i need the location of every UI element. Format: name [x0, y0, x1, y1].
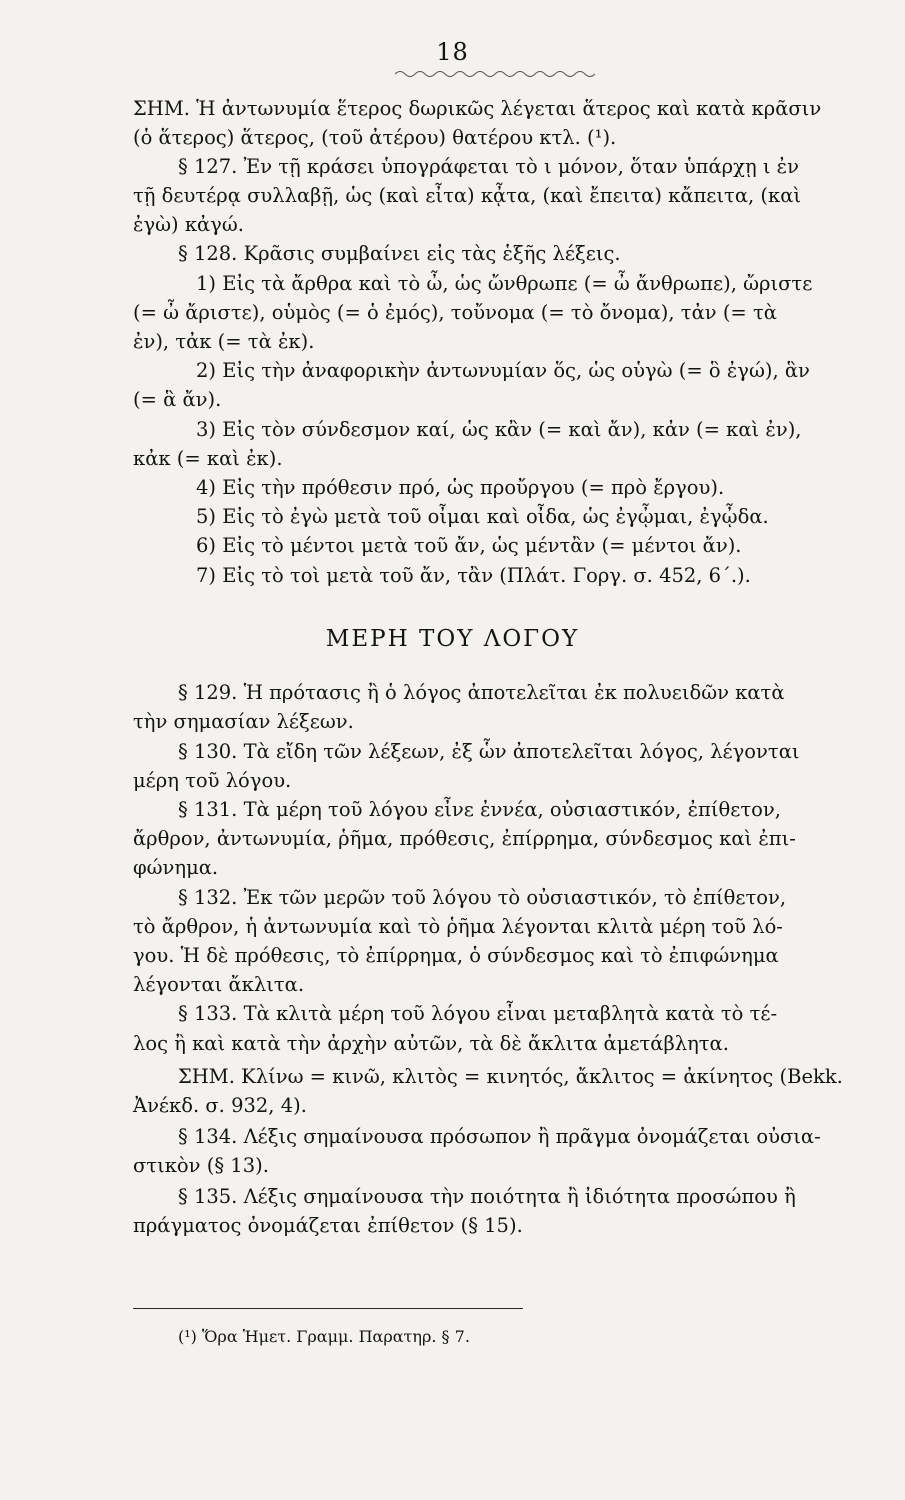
text-line: (= ἃ ἄν).	[133, 388, 222, 411]
text-line: τὸ ἄρθρον, ἡ ἀντωνυμία καὶ τὸ ῥῆμα λέγονται κλιτὰ μέρη τοῦ λό-	[133, 915, 783, 938]
text-line: § 132. Ἐκ τῶν μερῶν τοῦ λόγου τὸ οὐσιαστικόν, τὸ ἐπίθετον,	[178, 886, 787, 909]
text-line: 2) Εἰς τὴν ἀναφορικὴν ἀντωνυμίαν ὅς, ὡς οὑγὼ (= ὃ ἐγώ), ἃν	[196, 359, 810, 382]
page-number: 18	[436, 38, 469, 66]
text-line: ΣΗΜ. Κλίνω = κινῶ, κλιτὸς = κινητός, ἄκλιτος = ἀκίνητος (Bekk.	[178, 1065, 843, 1088]
footnote-rule	[133, 1308, 523, 1309]
text-line: λέγονται ἄκλιτα.	[133, 973, 305, 996]
text-line: στικὸν (§ 13).	[133, 1154, 269, 1177]
ornament-rule	[395, 68, 595, 78]
text-line: § 127. Ἐν τῇ κράσει ὑπογράφεται τὸ ι μόνον, ὅταν ὑπάρχῃ ι ἐν	[178, 155, 799, 178]
text-line: 6) Εἰς τὸ μέντοι μετὰ τοῦ ἄν, ὡς μέντἂν (= μέντοι ἄν).	[196, 534, 742, 557]
text-line: γου. Ἡ δὲ πρόθεσις, τὸ ἐπίρρημα, ὁ σύνδεσμος καὶ τὸ ἐπιφώνημα	[133, 944, 779, 967]
footnote: (¹) Ὅρα Ἡμετ. Γραμμ. Παρατηρ. § 7.	[178, 1327, 470, 1346]
text-line: ΣΗΜ. Ἡ ἀντωνυμία ἕτερος δωρικῶς λέγεται ἅτερος καὶ κατὰ κρᾶσιν	[133, 97, 822, 120]
text-line: 5) Εἰς τὸ ἐγὼ μετὰ τοῦ οἶμαι καὶ οἶδα, ὡς ἐγᾦμαι, ἐγᾦδα.	[196, 505, 769, 528]
text-line: πράγματος ὀνομάζεται ἐπίθετον (§ 15).	[133, 1214, 523, 1237]
text-line: ἐν), τἀκ (= τὰ ἐκ).	[133, 330, 315, 353]
text-line: § 133. Τὰ κλιτὰ μέρη τοῦ λόγου εἶναι μεταβλητὰ κατὰ τὸ τέ-	[178, 1002, 778, 1025]
text-line: (ὁ ἅτερος) ἅτερος, (τοῦ ἀτέρου) θατέρου κτλ. (¹).	[133, 126, 617, 149]
text-line: τῇ δευτέρᾳ συλλαβῇ, ὡς (καὶ εἶτα) κᾆτα, (καὶ ἔπειτα) κἄπειτα, (καὶ	[133, 184, 802, 207]
text-line: Ἀνέκδ. σ. 932, 4).	[133, 1094, 307, 1117]
text-line: § 130. Τὰ εἴδη τῶν λέξεων, ἐξ ὧν ἀποτελεῖται λόγος, λέγονται	[178, 740, 800, 763]
text-line: ἐγὼ) κἀγώ.	[133, 213, 244, 236]
text-line: λος ἢ καὶ κατὰ τὴν ἀρχὴν αὐτῶν, τὰ δὲ ἄκλιτα ἀμετάβλητα.	[133, 1032, 729, 1055]
text-line: § 134. Λέξις σημαίνουσα πρόσωπον ἢ πρᾶγμα ὀνομάζεται οὐσια-	[178, 1125, 821, 1148]
section-heading: ΜΕΡΗ ΤΟΥ ΛΟΓΟΥ	[325, 626, 580, 652]
text-line: § 129. Ἡ πρότασις ἢ ὁ λόγος ἀποτελεῖται ἐκ πολυειδῶν κατὰ	[178, 681, 785, 704]
text-line: μέρη τοῦ λόγου.	[133, 769, 292, 792]
text-line: ἄρθρον, ἀντωνυμία, ῥῆμα, πρόθεσις, ἐπίρρημα, σύνδεσμος καὶ ἐπι-	[133, 827, 796, 850]
text-line: κἀκ (= καὶ ἐκ).	[133, 447, 283, 470]
text-line: § 128. Κρᾶσις συμβαίνει εἰς τὰς ἑξῆς λέξεις.	[178, 242, 621, 265]
text-line: 7) Εἰς τὸ τοὶ μετὰ τοῦ ἄν, τἂν (Πλάτ. Γοργ. σ. 452, 6΄.).	[196, 564, 751, 587]
text-line: φώνημα.	[133, 856, 219, 879]
text-line: 1) Εἰς τὰ ἄρθρα καὶ τὸ ὦ, ὡς ὤνθρωπε (= ὦ ἄνθρωπε), ὤριστε	[196, 272, 813, 295]
text-line: § 131. Τὰ μέρη τοῦ λόγου εἶνε ἐννέα, οὐσιαστικόν, ἐπίθετον,	[178, 798, 781, 821]
text-line: (= ὦ ἄριστε), οὑμὸς (= ὁ ἐμός), τοὔνομα (= τὸ ὄνομα), τἀν (= τὰ	[133, 301, 777, 324]
text-line: 4) Εἰς τὴν πρόθεσιν πρό, ὡς προὔργου (= πρὸ ἔργου).	[196, 476, 725, 499]
text-line: τὴν σημασίαν λέξεων.	[133, 710, 354, 733]
text-line: § 135. Λέξις σημαίνουσα τὴν ποιότητα ἢ ἰδιότητα προσώπου ἢ	[178, 1185, 796, 1208]
text-line: 3) Εἰς τὸν σύνδεσμον καί, ὡς κἂν (= καὶ ἄν), κἀν (= καὶ ἐν),	[196, 418, 802, 441]
